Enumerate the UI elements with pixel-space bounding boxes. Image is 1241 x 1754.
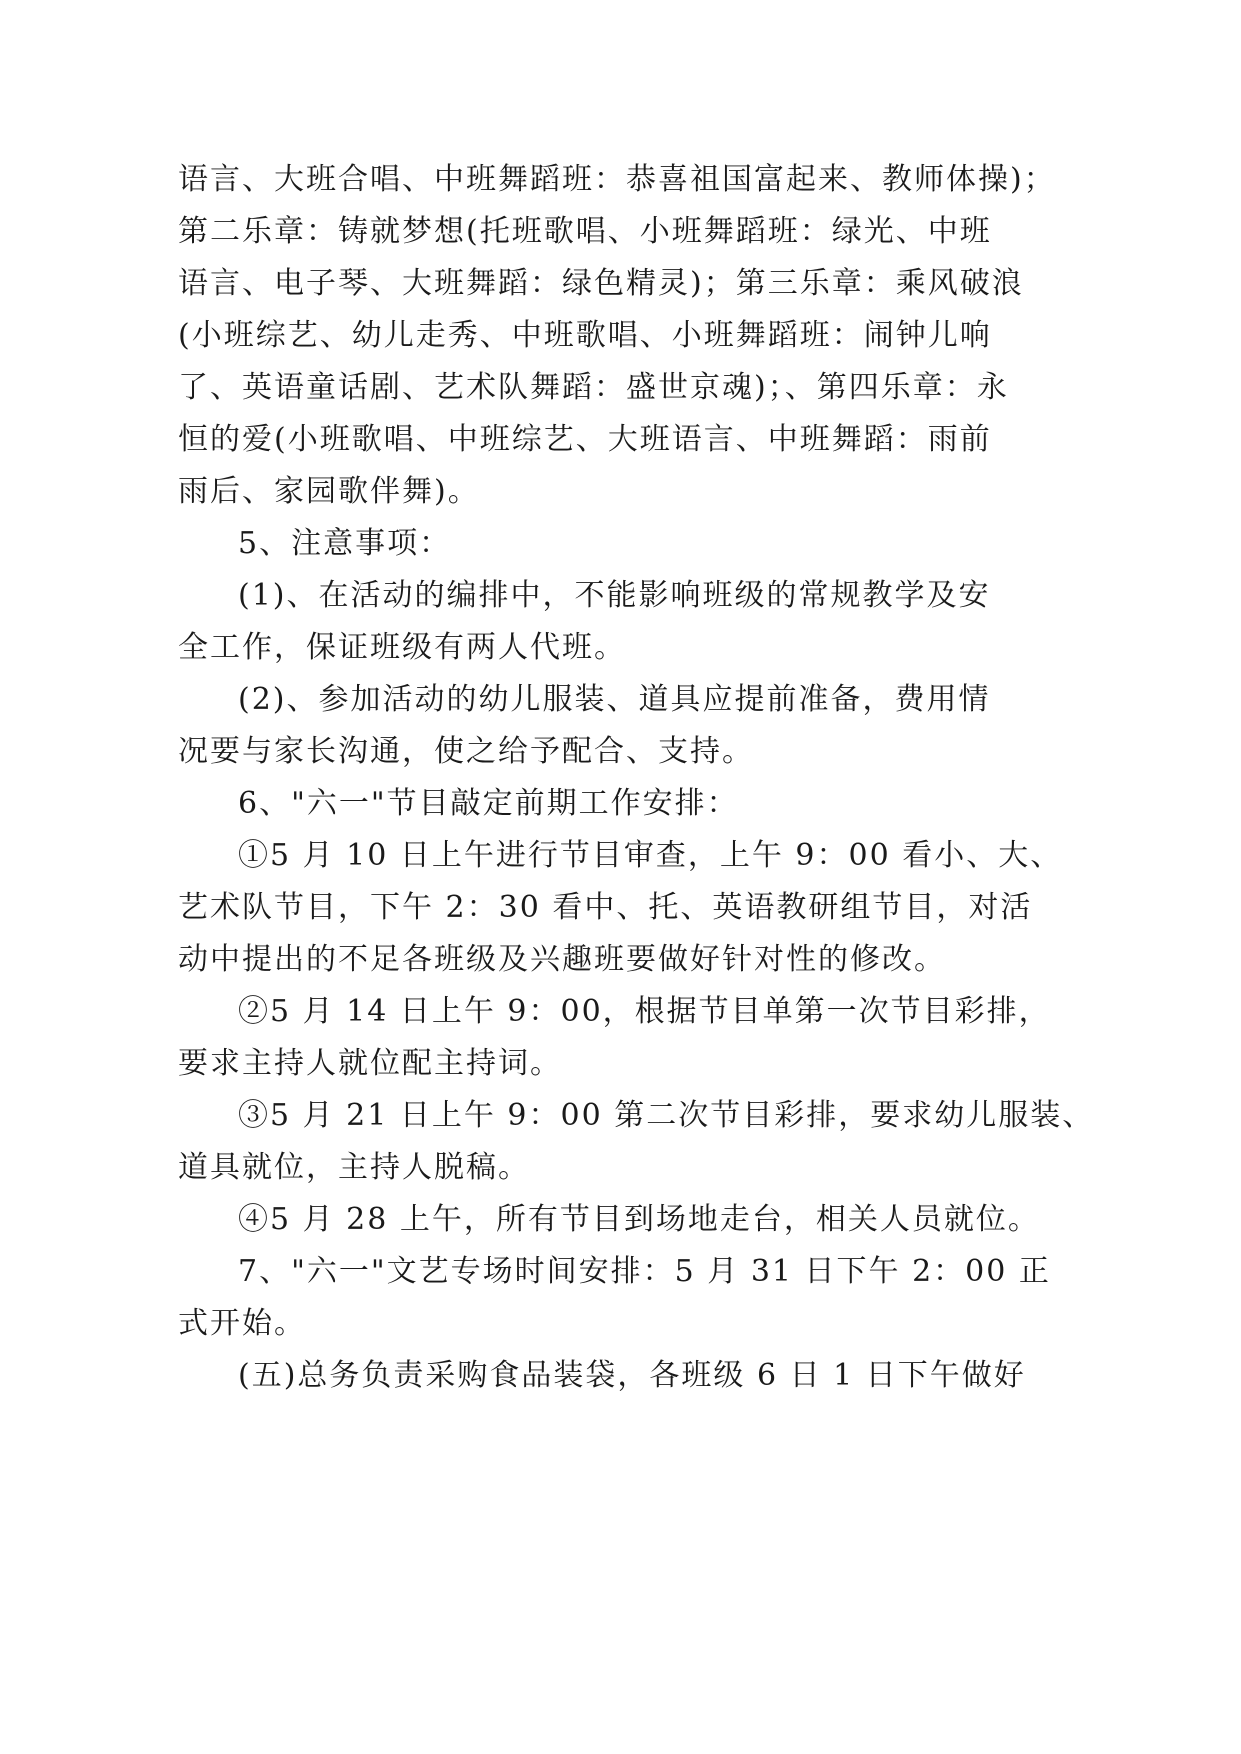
text-line: 全工作，保证班级有两人代班。	[178, 630, 626, 665]
text-line: 了、英语童话剧、艺术队舞蹈：盛世京魂)；、第四乐章：永	[178, 370, 1009, 405]
text-line: ②5 月 14 日上午 9：00，根据节目单第一次节目彩排，	[238, 994, 1051, 1029]
text-line: ①5 月 10 日上午进行节目审查，上午 9：00 看小、大、	[238, 838, 1063, 873]
text-line: ④5 月 28 上午，所有节目到场地走台，相关人员就位。	[238, 1202, 1040, 1237]
text-line: 第二乐章：铸就梦想(托班歌唱、小班舞蹈班：绿光、中班	[178, 214, 992, 249]
text-line: 语言、大班合唱、中班舞蹈班：恭喜祖国富起来、教师体操)；	[178, 162, 1056, 197]
text-line: 恒的爱(小班歌唱、中班综艺、大班语言、中班舞蹈：雨前	[178, 422, 992, 457]
section-heading: (五)总务负责采购食品装袋，各班级 6 日 1 日下午做好	[238, 1358, 1026, 1393]
text-line: ③5 月 21 日上午 9：00 第二次节目彩排，要求幼儿服装、	[238, 1098, 1095, 1133]
text-line: 动中提出的不足各班级及兴趣班要做好针对性的修改。	[178, 942, 946, 977]
section-heading: 7、"六一"文艺专场时间安排：5 月 31 日下午 2：00 正	[238, 1254, 1051, 1289]
text-line: (小班综艺、幼儿走秀、中班歌唱、小班舞蹈班：闹钟儿响	[178, 318, 992, 353]
text-line: 艺术队节目，下午 2：30 看中、托、英语教研组节目，对活	[178, 890, 1033, 925]
text-line: (1)、在活动的编排中，不能影响班级的常规教学及安	[238, 578, 991, 613]
text-line: 雨后、家园歌伴舞)。	[178, 474, 480, 509]
text-line: 要求主持人就位配主持词。	[178, 1046, 562, 1081]
text-line: 道具就位，主持人脱稿。	[178, 1150, 530, 1185]
section-heading: 5、注意事项：	[238, 526, 452, 561]
text-line: 式开始。	[178, 1306, 306, 1341]
text-line: 语言、电子琴、大班舞蹈：绿色精灵)；第三乐章：乘风破浪	[178, 266, 1024, 301]
text-line: 况要与家长沟通，使之给予配合、支持。	[178, 734, 754, 769]
text-line: (2)、参加活动的幼儿服装、道具应提前准备，费用情	[238, 682, 991, 717]
section-heading: 6、"六一"节目敲定前期工作安排：	[238, 786, 739, 821]
